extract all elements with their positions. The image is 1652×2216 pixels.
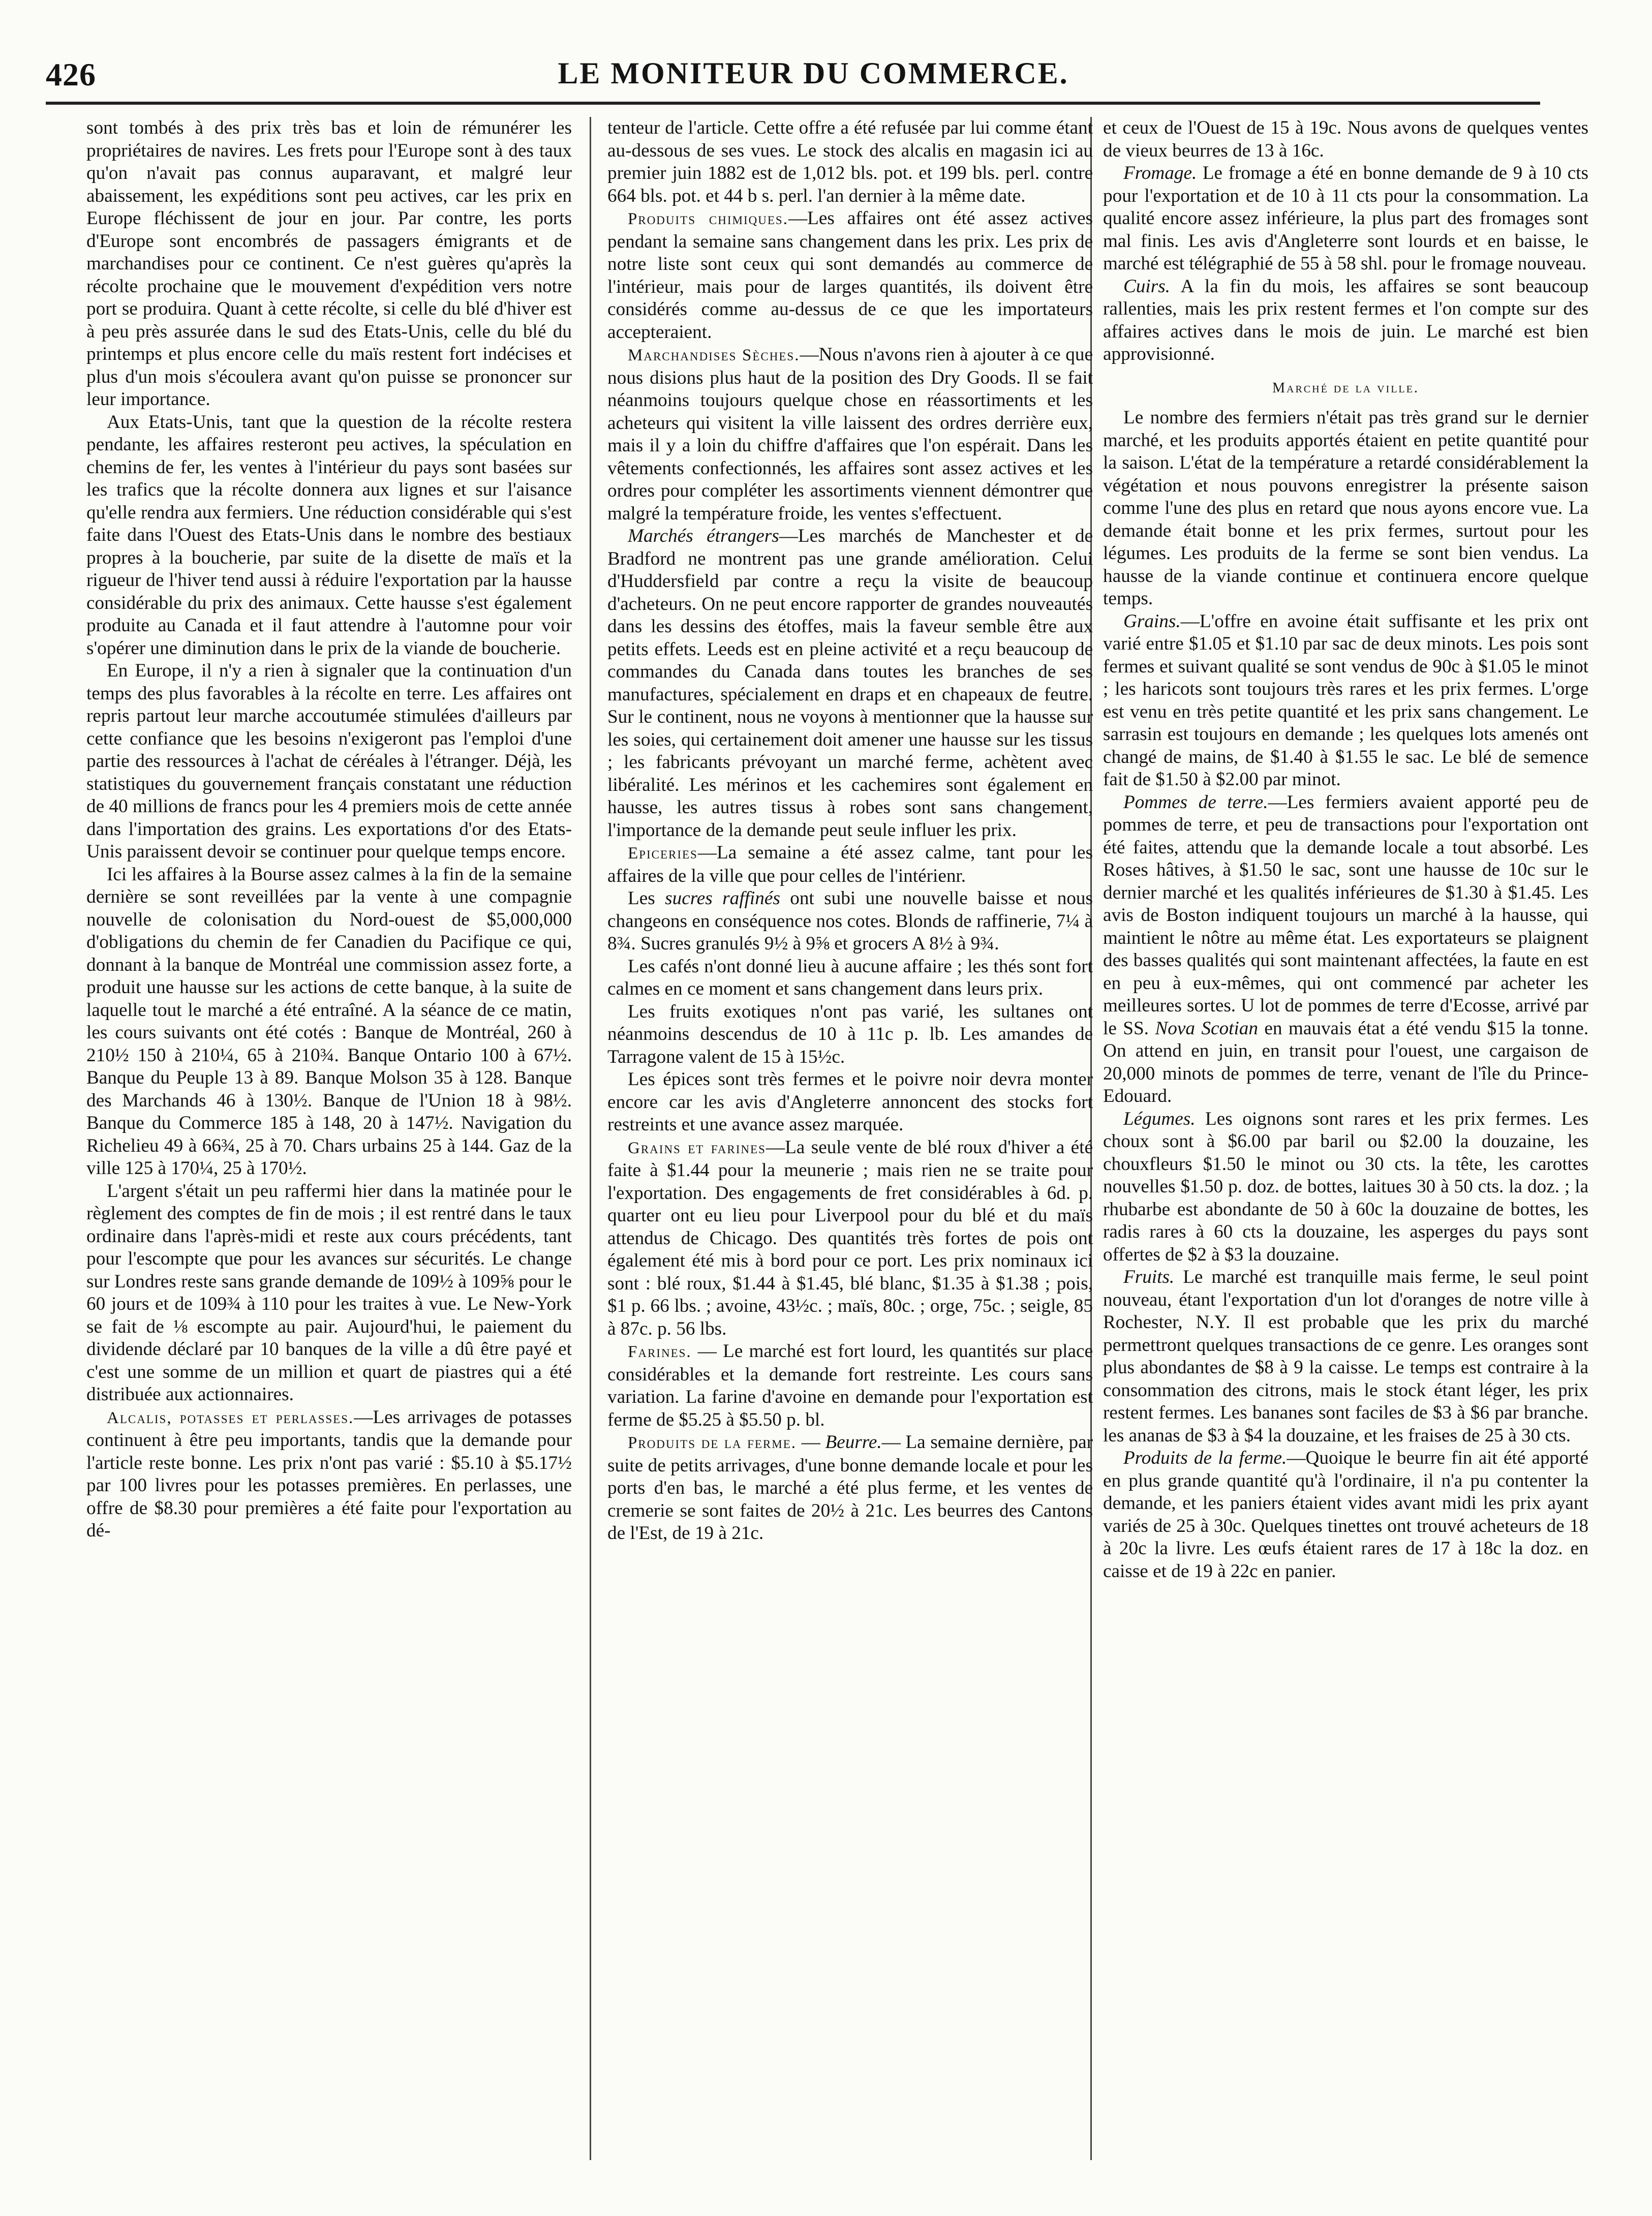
rubric-heading: Marchés étrangers <box>628 526 779 546</box>
column-2 <box>607 117 1093 2160</box>
paragraph: Les cafés n'ont donné lieu à aucune affaire ; les thés sont fort calmes en ce moment et sans changement dans leurs prix. <box>607 956 1093 999</box>
paragraph-text: A la fin du mois, les affaires se sont beaucoup rallenties, mais les prix restent fermes et l'on compte sur des affaires actives dans le mois de juin. Le marché est bien approvisionné. <box>1103 275 1588 364</box>
paragraph: Ici les affaires à la Bourse assez calmes à la fin de la semaine dernière se sont reveillées par la vente à une compagnie nouvelle de colonisation du Nord-ouest de $5,000,000 d'obligations du chemin de fer Canadien du Pacifique ce qui, donnant à la banque de Montréal une commission assez forte, a produit une hausse sur les actions de cette banque, à la suite de laquelle tout le marché a été entraîné. A la séance de ce matin, les cours suivants ont été cotés : Banque de Montréal, 260 à 210½ 150 à 210¼, 65 à 210¾. Banque Ontario 100 à 67½. Banque du Peuple 13 à 89. Banque Molson 35 à 128. Banque des Marchands 46 à 130½. Banque de l'Union 18 à 98½. Banque du Commerce 185 à 148, 20 à 147½. Navigation du Richelieu 49 à 66¾, 25 à 70. Chars urbains 25 à 144. Gaz de la ville 125 à 170¼, 25 à 170½. <box>86 864 572 1179</box>
masthead-title: LE MONITEUR DU COMMERCE. <box>558 56 1069 90</box>
rubric-heading: Pommes de terre. <box>1123 791 1268 813</box>
paragraph: L'argent s'était un peu raffermi hier dans la matinée pour le règlement des comptes de fin de mois ; il est rentré dans le taux ordinaire dans l'après-midi et reste aux cours précédents, tant pour l'escompte que pour les avances sur sécurités. Le change sur Londres reste sans grande demande de 109½ à 109⅝ pour le 60 jours et de 109¾ à 110 pour les traites à vue. Le New-York se fait de ⅛ escompte au pair. Aujourd'hui, le paiement du dividende déclaré par 10 banques de la ville a dû être payé et c'est une somme de un million et quart de piastres qui a été distribuée aux actionnaires. <box>86 1180 572 1405</box>
paragraph <box>1103 275 1588 366</box>
paragraph-text: —Quoique le beurre fin ait été apporté en plus grande quantité qu'à l'ordinaire, il n'a pu contenter la demande, et les paniers étaient vides avant midi les prix ayant variés de 25 à 30c. Quelques tinettes ont trouvé acheteurs de 18 à 20c la livre. Les œufs étaient rares de 17 à 18c la doz. en caisse et de 19 à 22c en panier. <box>1103 1448 1588 1582</box>
column-divider <box>590 117 591 2160</box>
paragraph <box>607 344 1093 525</box>
rubric-heading: Fruits. <box>1123 1267 1175 1287</box>
rubric-heading: Farines. <box>628 1343 692 1361</box>
paragraph <box>1103 1266 1588 1447</box>
paragraph: Le nombre des fermiers n'était pas très grand sur le dernier marché, et les produits apportés étaient en petite quantité pour la saison. L'état de la température a retardé considérablement la végétation et nous pouvons enregistrer la présente saison comme l'une des plus en retard que nous ayons encore vue. La demande était bonne et les prix fermes, surtout pour les légumes. Les produits de la ferme se sont bien vendus. La hausse de la viande continue et continuera encore quelque temps. <box>1103 407 1588 609</box>
paragraph-text: —Les affaires ont été assez actives pendant la semaine sans changement dans les prix. Les prix de notre liste sont ceux qui sont demandés au commerce de l'intérieur, mais pour de larges quantités, ils doivent être considérés comme au-dessus de ce que les importateurs accepteraient. <box>607 208 1093 343</box>
italic-term: Nova Scotian <box>1155 1018 1258 1039</box>
column-1 <box>86 117 572 2160</box>
rubric-heading: Fromage. <box>1123 163 1197 183</box>
paragraph <box>1103 162 1588 275</box>
paragraph <box>86 1406 572 1543</box>
rubric-heading: Produits de la ferme. <box>1123 1448 1287 1468</box>
paragraph-text: Le fromage a été en bonne demande de 9 à 10 cts pour l'exportation et de 10 à 11 cts pour la consommation. La qualité encore assez inférieure, la plus part des fromages sont mal finis. Les avis d'Angleterre sont lourds et en baisse, le marché est télégraphié de 55 à 58 shl. pour le fromage nouveau. <box>1103 163 1588 274</box>
paragraph-text: —L'offre en avoine était suffisante et les prix ont varié entre $1.05 et $1.10 par sac de deux minots. Les pois sont fermes et suivant qualité se sont vendus de 90c à $1.05 le minot ; les haricots sont toujours très rares et les prix fermes. L'orge est venu en très petite quantité et les prix sans changement. Le sarrasin est toujours en demande ; les quelques lots amenés ont changé de mains, de $1.40 à $1.55 le sac. Le blé de semence fait de $1.50 à $2.00 par minot. <box>1103 610 1588 790</box>
rubric-heading: Alcalis, potasses et perlasses. <box>107 1408 354 1427</box>
paragraph <box>607 842 1093 887</box>
paragraph <box>607 887 1093 956</box>
paragraph-text: —Les arrivages de potasses continuent à être peu importants, tandis que la demande pour l'article reste bonne. Les prix n'ont pas varié : $5.10 à $5.17½ par 100 livres pour les potasses premières. En perlasses, une offre de $8.30 pour premières a été faite pour l'exportation au dé- <box>86 1406 572 1541</box>
paragraph: Aux Etats-Unis, tant que la question de la récolte restera pendante, les affaires resteront peu actives, la spéculation en chemins de fer, les ventes à l'intérieur du pays sont basées sur les trafics que la récolte donnera aux lignes et sur l'aisance qu'elle rendra aux fermiers. Une réduction considérable qui s'est faite dans l'Ouest des Etats-Unis dans le nombre des bestiaux propres à la boucherie, par suite de la disette de maïs et la rigueur de l'hiver tend aussi à réduire l'exportation par la hausse considérable du prix des animaux. Cette hausse s'est également produite au Canada et il faut attendre à l'automne pour voir s'opérer une diminution dans le prix de la viande de boucherie. <box>86 411 572 659</box>
rubric-heading: Produits de la ferme. <box>628 1434 797 1452</box>
rubric-heading: Cuirs. <box>1123 275 1170 297</box>
paragraph-text: — Le marché est fort lourd, les quantités sur place considérables et la demande fort restreinte. Les cours sans variation. La farine d'avoine en demande pour l'exportation est ferme de $5.25 à $5.50 p. bl. <box>607 1341 1093 1430</box>
paragraph-text: —Nous n'avons rien à ajouter à ce que nous disions plus haut de la position des Dry Goods. Il se fait néanmoins toujours quelque chose en réassortiments et les acheteurs qui visitent la ville laissent des ordres derrière eux, mais il y a loin du chiffre d'affaires que l'on espérait. Dans les vêtements confectionnés, les affaires sont assez actives et les ordres pour compléter les assortiments viennent démontrer que malgré la température froide, les ventes s'effectuent. <box>607 344 1093 524</box>
paragraph: En Europe, il n'y a rien à signaler que la continuation d'un temps des plus favorables à la récolte en terre. Les affaires ont repris partout leur marche accoutumée stimulées d'ailleurs par cette confiance que les besoins n'exigeront pas l'emploi d'une partie des ressources à l'achat de céréales à l'étranger. Déjà, les statistiques du gouvernement français constatant une réduction de 40 millions de francs pour les 4 premiers mois de cette année dans l'importation des grains. Les exportations d'or des Etats-Unis paraissent devoir se continuer pour quelque temps encore. <box>86 660 572 862</box>
rubric-heading: Marchandises Sèches. <box>628 346 800 364</box>
paragraph-text: Les oignons sont rares et les prix fermes. Les choux sont à $6.00 par baril ou $2.00 la douzaine, les chouxfleurs $1.50 le minot ou 30 cts. la tête, les carottes nouvelles $1.50 p. doz. de bottes, laitues 30 à 50 cts. la doz. ; la rhubarbe est abondante de 50 à 60c la douzaine de bottes, les radis rares à 60 cts la douzaine, les asperges du pays sont offertes de $2 à $3 la douzaine. <box>1103 1108 1588 1265</box>
paragraph-text: —La semaine a été assez calme, tant pour les affaires de la ville que pour celles de l'intérienr. <box>607 842 1093 886</box>
rubric-heading: Grains et farines <box>628 1138 766 1157</box>
paragraph <box>1103 610 1588 791</box>
paragraph: Produits de la ferme. — Beurre.— La semaine dernière, par suite de petits arrivages, d'une bonne demande locale et pour les ports d'en bas, le marché a été plus ferme, et les ventes de cremerie se sont faites de 20½ à 21c. Les beurres des Cantons de l'Est, de 19 à 21c. <box>607 1432 1093 1544</box>
paragraph <box>1103 791 1588 1108</box>
paragraph-text: ont subi une nouvelle baisse et nous changeons en conséquence nos cotes. Blonds de raffinerie, 7¼ à 8¾. Sucres granulés 9½ à 9⅝ et grocers A 8½ à 9¾. <box>607 888 1093 954</box>
paragraph-text: — La semaine dernière, par suite de petits arrivages, d'une bonne demande locale et pour les ports d'en bas, le marché a été plus ferme, et les ventes de cremerie se sont faites de 20½ à 21c. Les beurres des Cantons de l'Est, de 19 à 21c. <box>607 1432 1093 1544</box>
italic-term: Beurre. <box>825 1432 882 1453</box>
paragraph-text: —Les fermiers avaient apporté peu de pommes de terre, et peu de transactions pour l'exportation ont été faites, attendu que la demande locale a tout absorbé. Les Roses hâtives, à $1.50 le sac, sont une hausse de 10c sur le dernier marché et les qualités inférieures de $1.30 à $1.45. Les avis de Boston indiquent toujours un marché à la hausse, qui maintient le nôtre au même état. Les exportateurs se plaignent des basses qualités qui sont maintenant affectées, la faute en est en peu à eux-mêmes, qui ont commencé par acheter les meilleures sortes. U lot de pommes de terre d'Ecosse, arrivé par le SS. <box>1103 791 1588 1039</box>
paragraph <box>1103 1447 1588 1583</box>
paragraph <box>607 1136 1093 1341</box>
header-rule <box>46 102 1540 105</box>
paragraph: tenteur de l'article. Cette offre a été refusée par lui comme étant au-dessous de ses vues. Le stock des alcalis en magasin ici au premier juin 1882 est de 1,012 bls. pot. et 199 bls. perl. contre 664 bls. pot. et 44 b s. perl. l'an dernier à la même date. <box>607 117 1093 206</box>
paragraph-text: —La seule vente de blé roux d'hiver a été faite à $1.44 pour la meunerie ; mais rien ne se traite pour l'exportation. Des engagements de fret considérables à 6d. p. quarter ont eu lieu pour Liverpool pour du blé et du maïs attendus de Chicago. Des quantités très fortes de pois ont également été mis à bord pour ce port. Les prix nominaux ici sont : blé roux, $1.44 à $1.45, blé blanc, $1.35 à $1.38 ; pois, $1 p. 66 lbs. ; avoine, 43½c. ; maïs, 80c. ; orge, 75c. ; seigle, 85 à 87c. p. 56 lbs. <box>607 1136 1093 1339</box>
paragraph <box>607 1340 1093 1431</box>
italic-term: sucres raffinés <box>665 888 780 909</box>
rubric-heading: Epiceries <box>628 844 698 863</box>
column-3 <box>1103 117 1588 2160</box>
paragraph-text: Le marché est tranquille mais ferme, le seul point nouveau, étant l'exportation d'un lot d'oranges de notre ville à Rochester, N.Y. Il est probable que les prix du marché permettront quelques transactions de ce genre. Les oranges sont plus abondantes de $8 à 9 la caisse. Le temps est contraire à la consommation des citrons, mais le stock étant léger, les prix restent fermes. Les bananes sont faciles de $3 à $6 par branche. les ananas de $3 à $4 la douzaine, et les fraises de 25 à 30 cts. <box>1103 1267 1588 1446</box>
rubric-heading: Légumes. <box>1123 1108 1196 1129</box>
paragraph: sont tombés à des prix très bas et loin de rémunérer les propriétaires de navires. Les frets pour l'Europe sont à des taux qu'on n'avait pas connus auparavant, et malgré leur abaissement, les expéditions sont peu actives, car les prix en Europe fléchissent de jour en jour. Par contre, les ports d'Europe sont encombrés de passagers émigrants et de marchandises pour ce continent. Ce n'est guères qu'après la récolte prochaine que le mouvement d'expédition vers notre port se produira. Quant à cette récolte, si celle du blé d'hiver est à peu près assurée dans le sud des Etats-Unis, celle du blé du printemps et plus encore celle du maïs restent fort indécises et plus d'un mois s'écoulera avant qu'on puisse se prononcer sur leur importance. <box>86 117 572 410</box>
paragraph: et ceux de l'Ouest de 15 à 19c. Nous avons de quelques ventes de vieux beurres de 13 à 16c. <box>1103 117 1588 161</box>
page-number: 426 <box>46 56 96 93</box>
paragraph-text: Les <box>628 888 665 909</box>
paragraph <box>1103 1108 1588 1267</box>
paragraph: Les fruits exotiques n'ont pas varié, les sultanes ont néanmoins descendus de 10 à 11c p. lb. Les amandes de Tarragone valent de 15 à 15½c. <box>607 1001 1093 1067</box>
rubric-heading: Grains. <box>1123 610 1181 632</box>
page-header <box>46 56 1581 97</box>
section-heading: Marché de la ville. <box>1272 380 1419 396</box>
paragraph: Les épices sont très fermes et le poivre noir devra monter encore car les avis d'Angleterre annoncent des stocks fort restreints et une avance assez marquée. <box>607 1069 1093 1135</box>
paragraph <box>607 207 1093 344</box>
paragraph <box>607 525 1093 842</box>
paragraph-text: en mauvais état a été vendu $15 la tonne. On attend en juin, en transit pour l'ouest, une cargaison de 20,000 minots de pommes de terre, venant de l'île du Prince-Edouard. <box>1103 1018 1588 1106</box>
rubric-heading: Produits chimiques. <box>628 210 788 228</box>
paragraph-text: —Les marchés de Manchester et de Bradford ne montrent pas une grande amélioration. Celui d'Huddersfield par contre a reçu la visite de beaucoup d'acheteurs. On ne peut encore rapporter de grandes nouveautés dans les dessins des étoffes, mais la faveur semble être aux petits effets. Leeds est en pleine activité et a reçu beaucoup de commandes du Canada dans toutes les branches de ses manufactures, spécialement en draps et en chapeaux de feutre. Sur le continent, nous ne voyons à mentionner que la hausse sur les soies, qui certainement doit amener une hausse sur les tissus ; les fabricants prévoyant un marché ferme, achètent avec libéralité. Les mérinos et les cachemires sont également en hausse, les autres tissus à robes sont sans changement, l'importance de la demande peut seule influer les prix. <box>607 526 1093 841</box>
